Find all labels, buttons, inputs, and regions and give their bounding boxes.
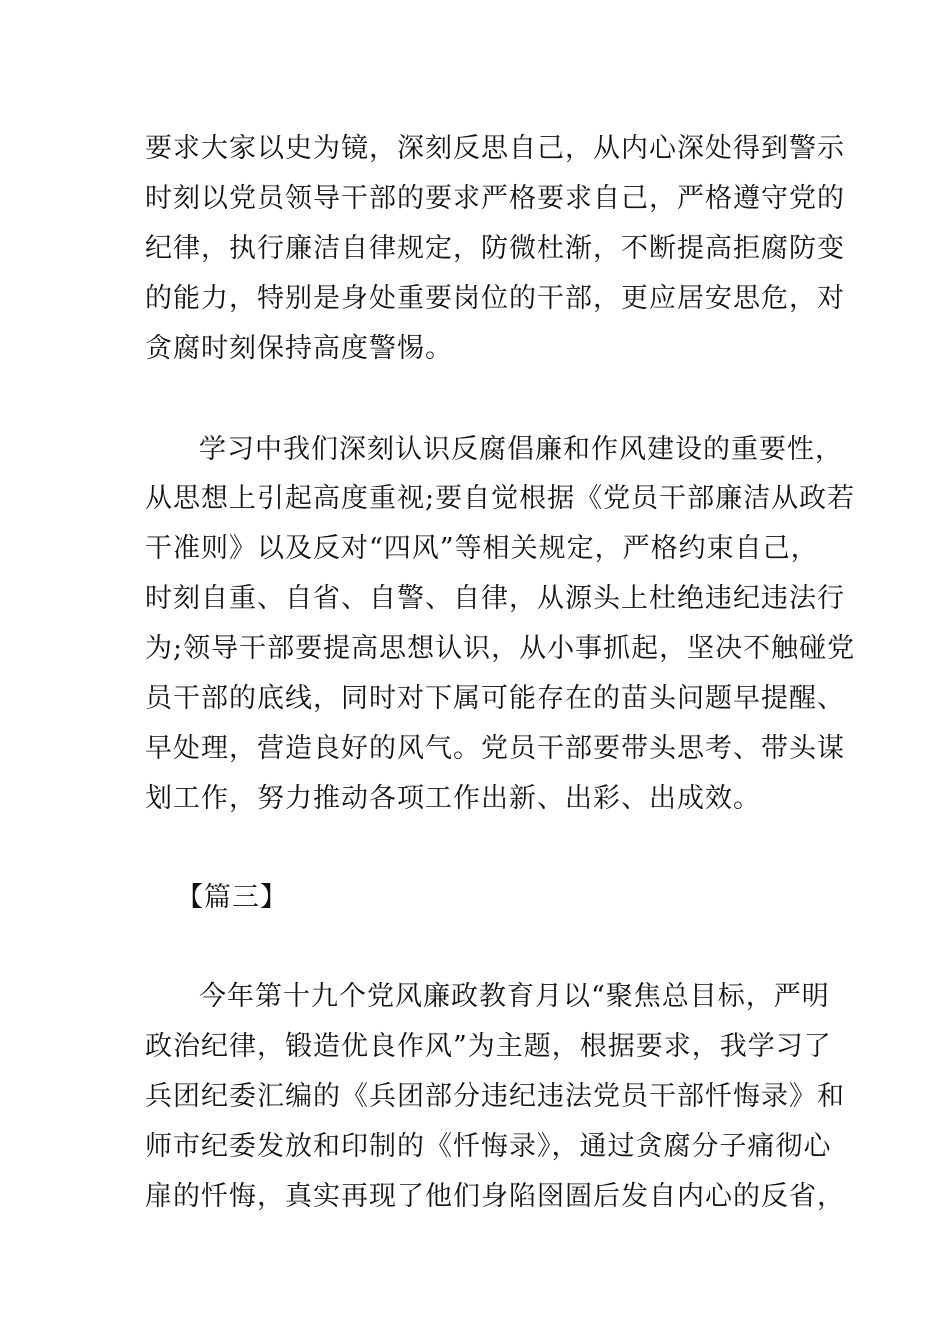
paragraph-line: 兵团纪委汇编的《兵团部分违纪违法党员干部忏悔录》和 <box>145 1081 845 1112</box>
paragraph-line: 为;领导干部要提高思想认识，从小事抓起，坚决不触碰党 <box>145 633 856 664</box>
paragraph-line: 贪腐时刻保持高度警惕。 <box>145 333 453 364</box>
paragraph-line: 干准则》以及反对“四风”等相关规定，严格约束自己， <box>145 533 819 564</box>
paragraph-line: 划工作，努力推动各项工作出新、出彩、出成效。 <box>145 783 761 814</box>
paragraph-line: 扉的忏悔，真实再现了他们身陷囹圄后发自内心的反省， <box>145 1181 845 1212</box>
paragraph-line: 时刻自重、自省、自警、自律，从源头上杜绝违纪违法行 <box>145 583 845 614</box>
paragraph-line: 纪律，执行廉洁自律规定，防微杜渐，不断提高拒腐防变 <box>145 233 845 264</box>
paragraph-line: 的能力，特别是身处重要岗位的干部，更应居安思危，对 <box>145 283 845 314</box>
paragraph-line: 学习中我们深刻认识反腐倡廉和作风建设的重要性， <box>199 434 843 465</box>
paragraph-line: 时刻以党员领导干部的要求严格要求自己，严格遵守党的 <box>145 183 845 214</box>
paragraph-line: 今年第十九个党风廉政教育月以“聚焦总目标，严明 <box>199 981 830 1012</box>
paragraph-line: 员干部的底线，同时对下属可能存在的苗头问题早提醒、 <box>145 683 845 714</box>
paragraph-line: 要求大家以史为镜，深刻反思自己，从内心深处得到警示 <box>145 133 845 164</box>
paragraph-line: 早处理，营造良好的风气。党员干部要带头思考、带头谋 <box>145 733 845 764</box>
paragraph-line: 从思想上引起高度重视;要自觉根据《党员干部廉洁从政若 <box>145 483 856 514</box>
paragraph-line: 师市纪委发放和印制的《忏悔录》，通过贪腐分子痛彻心 <box>145 1131 832 1162</box>
section-heading: 【篇三】 <box>176 882 288 913</box>
paragraph-line: 政治纪律，锻造优良作风”为主题，根据要求，我学习了 <box>145 1031 832 1062</box>
